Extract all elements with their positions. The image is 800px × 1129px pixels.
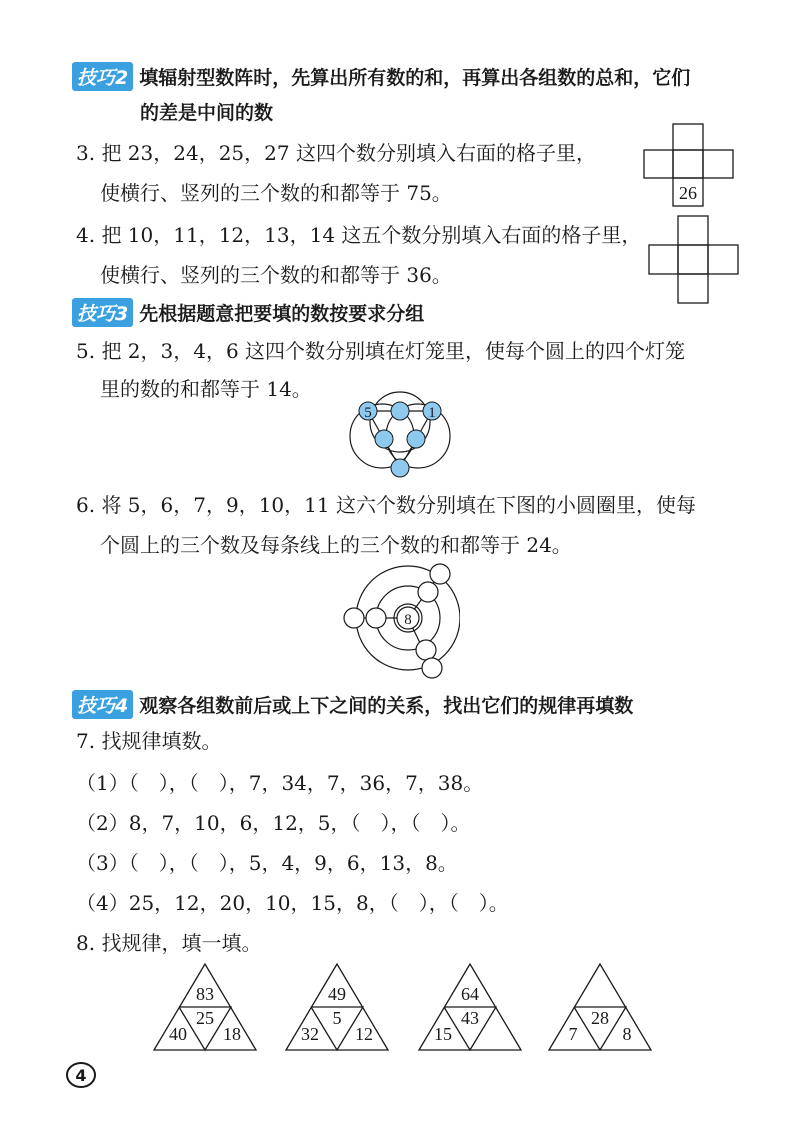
q6-line2: 个圆上的三个数及每条线上的三个数的和都等于 24。 xyxy=(100,533,572,557)
q5-lantern-mid-right[interactable] xyxy=(407,430,425,448)
tip-4-badge: 技巧4 xyxy=(72,690,133,719)
q6-line1: 6. 将 5，6，7，9，10，11 这六个数分别填在下图的小圆圈里，使每 xyxy=(76,493,696,517)
q7-title: 7. 找规律填数。 xyxy=(76,729,222,753)
q5-lantern-top[interactable] xyxy=(391,402,409,420)
tip-3-text: 先根据题意把要填的数按要求分组 xyxy=(139,303,425,325)
q6-given-center: 8 xyxy=(404,612,412,628)
q6-node-top-middle[interactable] xyxy=(418,582,438,602)
q8-triangle-3 xyxy=(415,960,525,1056)
q7-item-2: （2）8，7，10，6，12，5，（ ），（ ）。 xyxy=(76,811,471,835)
q3-cell-left[interactable] xyxy=(644,150,673,178)
q8-t3-top: 64 xyxy=(461,984,479,1004)
tip-2-heading xyxy=(72,62,690,91)
q6-node-left-middle[interactable] xyxy=(366,608,386,628)
q5-given-right: 1 xyxy=(428,405,436,421)
q8-t2-top: 49 xyxy=(328,984,346,1004)
q8-t1-left: 40 xyxy=(169,1024,187,1044)
page-number: 4 xyxy=(75,1066,87,1085)
page-number-badge xyxy=(64,1060,98,1090)
q4-cross-grid xyxy=(645,212,745,308)
q6-node-bottom-outer[interactable] xyxy=(422,658,442,678)
q7-item-4: （4）25，12，20，10，15，8，（ ），（ ）。 xyxy=(76,891,509,915)
tip-3-heading xyxy=(72,298,424,327)
q3-cell-right[interactable] xyxy=(703,150,733,178)
q7-item-1: （1）（ ），（ ），7，34，7，36，7，38。 xyxy=(76,771,484,795)
q6-node-bottom-middle[interactable] xyxy=(416,640,436,660)
q6-node-top-outer[interactable] xyxy=(430,564,450,584)
q5-lantern-bottom[interactable] xyxy=(391,459,409,477)
q8-t1-right: 18 xyxy=(223,1024,241,1044)
q3-line2: 使横行、竖列的三个数的和都等于 75。 xyxy=(100,181,452,205)
q4-cell-left[interactable] xyxy=(649,245,678,274)
q8-t2-right: 12 xyxy=(355,1024,373,1044)
q7-item-3: （3）（ ），（ ），5，4，9，6，13，8。 xyxy=(76,851,458,875)
q3-cell-top[interactable] xyxy=(673,124,703,150)
tip-2-badge: 技巧2 xyxy=(72,62,133,91)
q8-t2-left: 32 xyxy=(301,1024,319,1044)
q8-triangle-4 xyxy=(545,960,655,1056)
q5-lantern-mid-left[interactable] xyxy=(375,430,393,448)
q5-line1: 5. 把 2，3，4，6 这四个数分别填在灯笼里，使每个圆上的四个灯笼 xyxy=(76,339,686,363)
q8-t4-top-blank[interactable] xyxy=(585,980,615,1004)
q8-t4-right: 8 xyxy=(622,1024,632,1044)
q4-cell-center[interactable] xyxy=(678,245,708,274)
tip-3-badge: 技巧3 xyxy=(72,298,133,327)
q8-t3-right-blank[interactable] xyxy=(481,1012,511,1044)
q3-given-number: 26 xyxy=(679,183,697,203)
q8-title: 8. 找规律，填一填。 xyxy=(76,931,262,955)
tip-4-heading xyxy=(72,690,633,719)
q6-circle-diagram xyxy=(330,560,460,685)
q8-t4-left: 7 xyxy=(568,1024,578,1044)
q5-given-left: 5 xyxy=(364,405,372,421)
q3-cell-center[interactable] xyxy=(673,150,703,178)
q4-cell-top[interactable] xyxy=(678,216,708,245)
tip-2-text-cont: 的差是中间的数 xyxy=(140,102,274,124)
q4-line2: 使横行、竖列的三个数的和都等于 36。 xyxy=(100,263,452,287)
q8-t2-center: 5 xyxy=(332,1008,342,1028)
q3-line1: 3. 把 23，24，25，27 这四个数分别填入右面的格子里， xyxy=(76,141,596,165)
q8-t3-left: 15 xyxy=(434,1024,452,1044)
q8-triangle-1 xyxy=(150,960,260,1056)
q8-t1-center: 25 xyxy=(196,1008,214,1028)
tip-2-text: 填辐射型数阵时，先算出所有数的和，再算出各组数的总和，它们 xyxy=(139,67,691,89)
q4-line1: 4. 把 10，11，12，13，14 这五个数分别填入右面的格子里， xyxy=(76,223,642,247)
q4-cell-bottom[interactable] xyxy=(678,274,708,303)
q5-line2: 里的数的和都等于 14。 xyxy=(100,377,312,401)
q8-t4-center: 28 xyxy=(591,1008,609,1028)
q8-t3-center: 43 xyxy=(461,1008,479,1028)
q3-cross-grid xyxy=(640,120,740,210)
q4-cell-right[interactable] xyxy=(708,245,738,274)
tip-4-text: 观察各组数前后或上下之间的关系，找出它们的规律再填数 xyxy=(139,695,634,717)
q5-lantern-diagram xyxy=(340,378,460,478)
q8-t1-top: 83 xyxy=(196,984,214,1004)
q8-triangle-2 xyxy=(282,960,392,1056)
q6-node-left-outer[interactable] xyxy=(344,608,364,628)
